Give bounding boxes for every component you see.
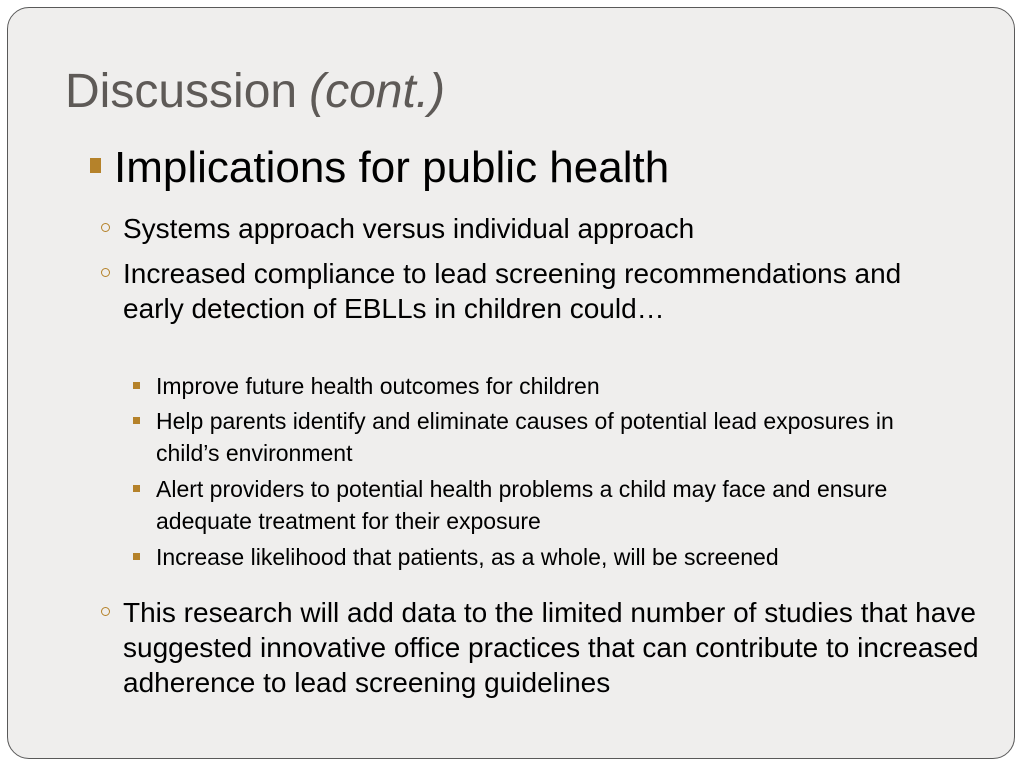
small-square-bullet-icon [133, 553, 140, 560]
title-main: Discussion [65, 65, 298, 118]
sub-list-item-text: Alert providers to potential health problems a child may face and ensure adequate treatment for their exposure [156, 476, 888, 534]
title-italic: (cont.) [309, 65, 446, 118]
slide-frame [7, 7, 1015, 759]
list-item-text: Systems approach versus individual approach [123, 213, 695, 244]
slide-title [65, 64, 445, 120]
sub-list-item-text: Increase likelihood that patients, as a whole, will be screened [156, 544, 779, 570]
list-item-text: This research will add data to the limited number of studies that have suggested innovative office practices that can contribute to increased adherence to lead screening guidelines [123, 597, 979, 698]
heading-bullet-text: Implications for public health [114, 143, 670, 192]
small-square-bullet-icon [133, 417, 140, 424]
sub-list-item-text: Improve future health outcomes for children [156, 373, 600, 399]
list-item-text: Increased compliance to lead screening recommendations and early detection of EBLLs in children could… [123, 258, 902, 324]
sub-list-item-text: Help parents identify and eliminate causes of potential lead exposures in child’s environment [156, 408, 894, 466]
square-bullet-icon [90, 158, 101, 173]
small-square-bullet-icon [133, 485, 140, 492]
small-square-bullet-icon [133, 382, 140, 389]
hollow-circle-bullet-icon [101, 268, 110, 277]
hollow-circle-bullet-icon [101, 607, 110, 616]
hollow-circle-bullet-icon [101, 223, 110, 232]
